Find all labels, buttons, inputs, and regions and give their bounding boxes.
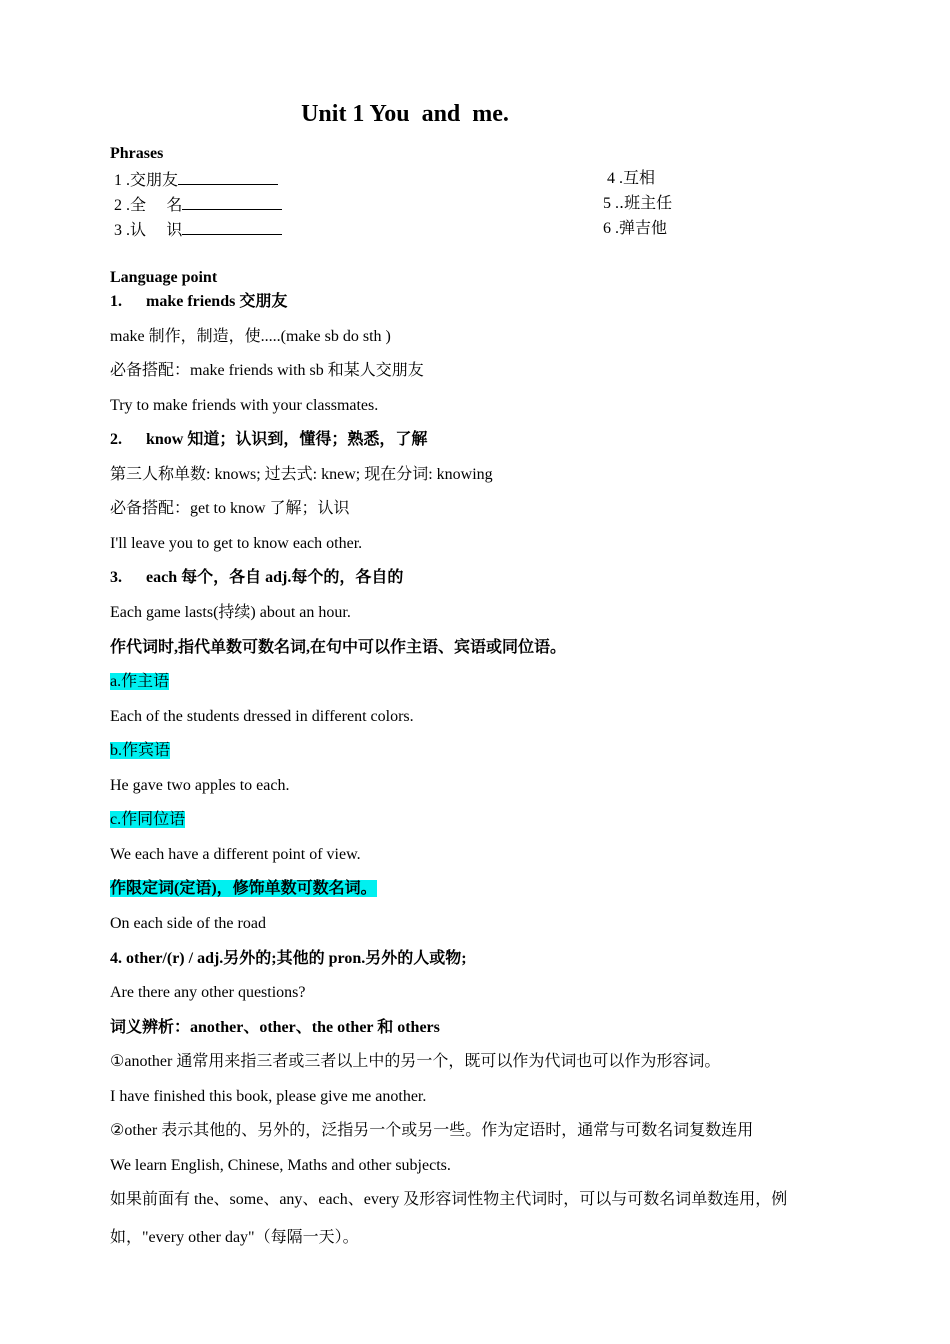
highlighted-label: 作限定词(定语)，修饰单数可数名词。: [110, 880, 377, 897]
phrase-item: 5 ..班主任: [603, 193, 673, 212]
highlighted-label: a.作主语: [110, 673, 170, 690]
text-line: 如，"every other day"（每隔一天）。: [110, 1229, 359, 1246]
example-sentence: Each game lasts(持续) about an hour.: [110, 604, 351, 621]
text-line: make 制作，制造，使.....(make sb do sth ): [110, 328, 391, 345]
example-sentence: He gave two apples to each.: [110, 777, 290, 794]
phrase-item: 3 .认 识: [114, 218, 282, 241]
phrases-heading: Phrases: [110, 145, 164, 162]
example-sentence: We learn English, Chinese, Maths and other subjects.: [110, 1157, 451, 1174]
example-sentence: On each side of the road: [110, 915, 266, 932]
highlighted-label: c.作同位语: [110, 811, 186, 828]
point-heading: 1. make friends 交朋友: [110, 293, 288, 310]
text-line: 第三人称单数: knows; 过去式: knew; 现在分词: knowing: [110, 466, 493, 483]
text-line: 词义辨析：another、other、the other 和 others: [110, 1019, 440, 1036]
text-line: 必备搭配：make friends with sb 和某人交朋友: [110, 362, 424, 379]
phrase-item: 1 .交朋友: [114, 168, 278, 191]
text-line: ②other 表示其他的、另外的，泛指另一个或另一些。作为定语时，通常与可数名词复数连用: [110, 1122, 754, 1139]
example-sentence: Try to make friends with your classmates.: [110, 397, 379, 414]
example-sentence: Are there any other questions?: [110, 984, 306, 1001]
point-heading: 2. know 知道；认识到，懂得；熟悉，了解: [110, 431, 428, 448]
fill-in-blank: [182, 193, 282, 210]
phrase-item: 2 .全 名: [114, 193, 282, 216]
fill-in-blank: [182, 218, 282, 235]
example-sentence: Each of the students dressed in different colors.: [110, 708, 414, 725]
phrase-item: 6 .弹吉他: [603, 218, 668, 237]
page-title: Unit 1 You and me.: [301, 101, 509, 127]
fill-in-blank: [178, 168, 278, 185]
example-sentence: We each have a different point of view.: [110, 846, 361, 863]
point-heading: 3. each 每个，各自 adj.每个的，各自的: [110, 569, 404, 586]
example-sentence: I'll leave you to get to know each other.: [110, 535, 363, 552]
text-line: 必备搭配：get to know 了解；认识: [110, 500, 350, 517]
example-sentence: I have finished this book, please give me another.: [110, 1088, 427, 1105]
language-point-heading: Language point: [110, 269, 218, 286]
phrase-item: 4 .互相: [607, 168, 656, 187]
text-line: ①another 通常用来指三者或三者以上中的另一个，既可以作为代词也可以作为形容词。: [110, 1053, 721, 1070]
text-line: 作代词时,指代单数可数名词,在句中可以作主语、宾语或同位语。: [110, 639, 567, 656]
text-line: 如果前面有 the、some、any、each、every 及形容词性物主代词时，可以与可数名词单数连用，例: [110, 1191, 788, 1208]
highlighted-label: b.作宾语: [110, 742, 171, 759]
point-heading: 4. other/(r) / adj.另外的;其他的 pron.另外的人或物;: [110, 950, 467, 967]
